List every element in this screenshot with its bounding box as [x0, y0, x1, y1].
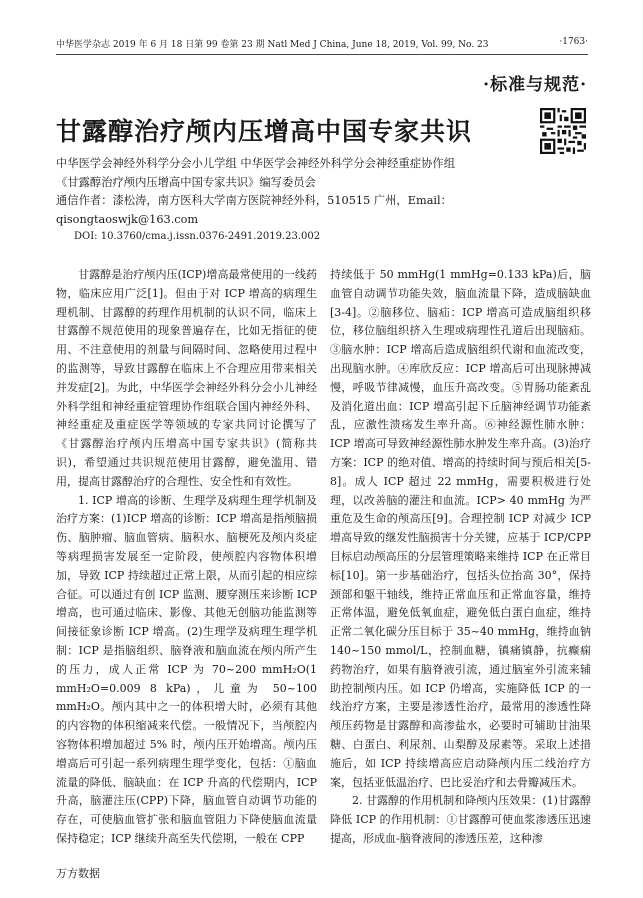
- left-column: [56, 266, 317, 849]
- section-tag: ·标准与规范·: [483, 75, 587, 95]
- paragraph: 1. ICP 增高的诊断、生理学及病理生理学机制及治疗方案：(1)ICP 增高的诊断：ICP 增高是指颅脑损伤、脑肿瘤、脑血管病、脑积水、脑梗死及颅内炎症等病理损害发展至一定阶段，使颅腔内容物体积增加，导致 ICP 持续超过正常上限，从而引起的相应综合征。可以通过有创 ICP 监测、腰穿测压来诊断 ICP 增高，也可通过临床、影像、其他无创脑功能监测等间接征象诊断 ICP 增高。(2)生理学及病理生理学机制：ICP 是指脑组织、脑脊液和脑血流在颅内所产生的压力，成人正常 ICP 为 70~200 mmH₂O(1 mmH₂O=0.009 8 kPa)，儿童为 50~100 mmH₂O。颅内其中之一的体积增大时，必须有其他的内容物的体积缩减来代偿。一般情况下，当颅腔内容物体积增加超过 5% 时，颅内压开始增高。颅内压增高后可引起一系列病理生理学变化，包括：①脑血流量的降低、脑缺血：在 ICP 升高的代偿期内，ICP 升高，脑灌注压(CPP)下降，脑血管自动调节功能的存在，可使脑血管扩张和脑血管阻力下降使脑血流量保持稳定；ICP 继续升高至失代偿期，一般在 CPP: [56, 493, 317, 845]
- page-number: ·1763·: [559, 37, 588, 47]
- author-email[interactable]: qisongtaoswjk@163.com: [56, 212, 199, 226]
- qr-code-icon: [540, 108, 586, 154]
- doi: DOI: 10.3760/cma.j.issn.0376-2491.2019.23.002: [74, 231, 321, 242]
- author-line: 通信作者：漆松涛，南方医科大学南方医院神经外科，510515 广州，Email：: [56, 194, 452, 207]
- right-column: [330, 266, 591, 849]
- paragraph: 持续低于 50 mmHg(1 mmHg=0.133 kPa)后，脑血管自动调节功能失效，脑血流量下降，造成脑缺血[3-4]。②脑移位、脑疝：ICP 增高可造成脑组织移位，移位脑组织挤入生理或病理性孔道后出现脑疝。③脑水肿：ICP 增高后造成脑组织代谢和血流改变，出现脑水肿。④库欣反应：ICP 增高后可出现脉搏减慢，呼吸节律减慢，血压升高改变。⑤胃肠功能紊乱及消化道出血：ICP 增高引起下丘脑神经调节功能紊乱，应激性溃疡发生率升高。⑥神经源性肺水肿：ICP 增高可导致神经源性肺水肿发生率升高。(3)治疗方案：ICP 的绝对值、增高的持续时间与预后相关[5-8]。成人 ICP 超过 22 mmHg，需要积极进行处理，以改善脑的灌注和血流。ICP> 40 mmHg 为严重危及生命的颅高压[9]。合理控制 ICP 对减少 ICP 增高导致的继发性脑损害十分关键，应基于 ICP/CPP 目标启动颅高压的分层管理策略来维持 ICP 在正常目标[10]。第一步基础治疗，包括头位抬高 30°，保持颈部和躯干轴线，维持正常血压和正常血容量，维持正常体温，避免低氧血症，避免低白蛋白血症，维持正常二氧化碳分压目标于 35~40 mmHg，维持血钠 140~150 mmol/L，控制血糖，镇痛镇静，抗癫痫药物治疗，如果有脑脊液引流，通过脑室外引流来辅助控制颅内压。如 ICP 仍增高，实施降低 ICP 的一线治疗方案，主要是渗透性治疗，最常用的渗透性降颅压药物是甘露醇和高渗盐水，必要时可辅助甘油果糖、白蛋白、利尿剂、山梨醇及尿素等。采取上述措施后，如 ICP 持续增高应启动降颅内压二线治疗方案，包括亚低温治疗、巴比妥治疗和去骨瓣减压术。: [330, 268, 591, 789]
- running-header: [56, 37, 588, 51]
- paragraph: 甘露醇是治疗颅内压(ICP)增高最常使用的一线药物，临床应用广泛[1]。但由于对 ICP 增高的病理生理机制、甘露醇的药理作用机制的认识不同，临床上甘露醇不规范使用的现象普遍存在，比如无指征的使用、不注意使用的剂量与间隔时间、忽略使用过程中的监测等，导致甘露醇在临床上不合理应用带来相关并发症[2]。为此，中华医学会神经外科分会小儿神经外科学组和神经重症管理协作组联合国内神经外科、神经重症及重症医学等领域的专家共同讨论撰写了《甘露醇治疗颅内压增高中国专家共识》(简称共识)，希望通过共识规范使用甘露醇，避免滥用、错用，提高甘露醇治疗的合理性、安全性和有效性。: [56, 268, 317, 488]
- footer-watermark: 万方数据: [56, 867, 100, 880]
- header-rule: [56, 54, 588, 55]
- author-line: 《甘露醇治疗颅内压增高中国专家共识》编写委员会: [56, 175, 316, 189]
- author-line: 中华医学会神经外科学分会小儿学组 中华医学会神经外科学分会神经重症协作组: [56, 157, 455, 170]
- article-title: 甘露醇治疗颅内压增高中国专家共识: [56, 117, 473, 146]
- paragraph: 2. 甘露醇的作用机制和降颅内压效果：(1)甘露醇降低 ICP 的作用机制：①甘露醇可使血浆渗透压迅速提高，形成血-脑脊液间的渗透压差，这种渗: [330, 794, 591, 845]
- author-block: [56, 155, 526, 229]
- journal-citation: 中华医学杂志 2019 年 6 月 18 日第 99 卷第 23 期 Natl Med J China, June 18, 2019, Vol. 99, No. 23: [56, 40, 489, 50]
